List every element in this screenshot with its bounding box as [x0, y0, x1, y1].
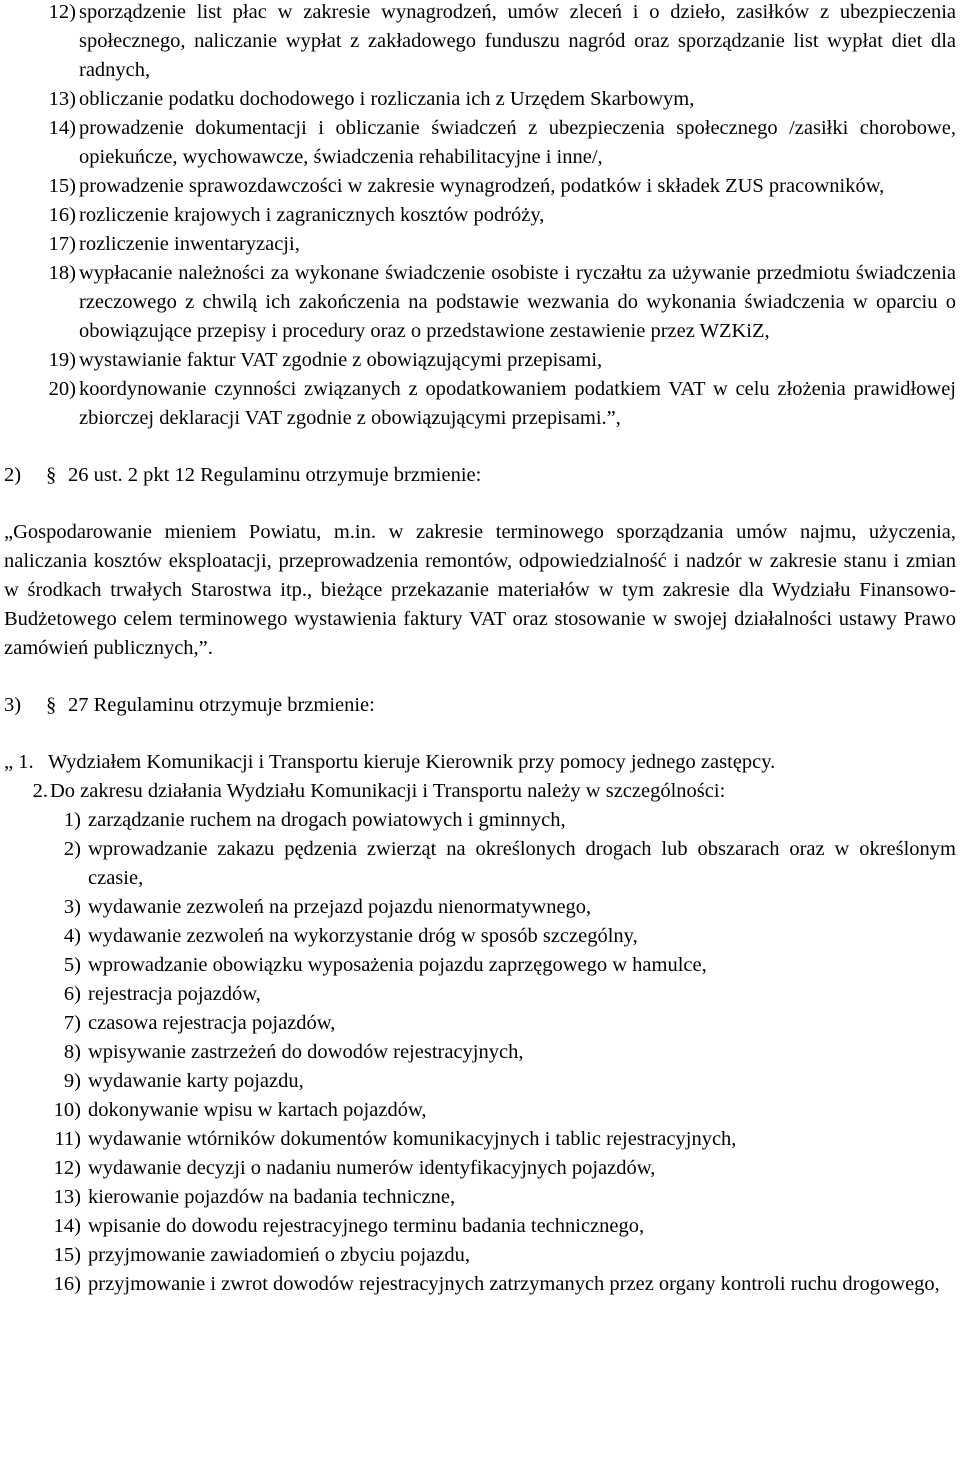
item-number: 14) — [53, 1215, 81, 1237]
item-text: prowadzenie sprawozdawczości w zakresie wynagrodzeń, podatków i składek ZUS pracowników, — [79, 175, 885, 197]
item-number: 1) — [63, 809, 81, 831]
document-page — [4, 0, 956, 1299]
item-number: 2) — [63, 838, 81, 860]
list-item — [4, 346, 956, 375]
point-text: 26 ust. 2 pkt 12 Regulaminu otrzymuje brzmienie: — [68, 464, 482, 486]
item-number: 14) — [48, 117, 76, 139]
point-3-heading — [4, 691, 956, 720]
item-number: 20) — [48, 378, 76, 400]
clause-number: „ 1. — [4, 751, 34, 773]
item-text: wydawanie karty pojazdu, — [88, 1070, 304, 1092]
list-item — [4, 1067, 956, 1096]
item-text: rozliczenie krajowych i zagranicznych kosztów podróży, — [79, 204, 545, 226]
item-number: 10) — [53, 1099, 81, 1121]
item-text: wypłacanie należności za wykonane świadczenie osobiste i ryczałtu za używanie przedmiotu świadczenia rzeczowego z chwilą ich zakończenia na podstawie wezwania do wykonania świadczenia w oparciu o obowiązujące przepisy i procedury oraz o przedstawione zestawienie przez WZKiZ, — [79, 262, 956, 342]
point-2-quote: „Gospodarowanie mieniem Powiatu, m.in. w zakresie terminowego sporządzania umów najmu, użyczenia, naliczania kosztów eksploatacji, przeprowadzenia remontów, odpowiedzialność i nadzór w zakresie stanu i zmian w środkach trwałych Starostwa itp., bieżące przekazanie materiałów w tym zakresie dla Wydziału Finansowo-Budżetowego celem terminowego wystawienia faktury VAT oraz stosowanie w swojej działalności ustawy Prawo zamówień publicznych,”. — [4, 521, 956, 659]
list-item — [4, 893, 956, 922]
spacer — [4, 433, 956, 461]
item-number: 16) — [53, 1273, 81, 1295]
list-item — [4, 1125, 956, 1154]
item-text: wprowadzanie obowiązku wyposażenia pojazdu zaprzęgowego w hamulce, — [88, 954, 707, 976]
item-number: 13) — [53, 1186, 81, 1208]
item-text: prowadzenie dokumentacji i obliczanie świadczeń z ubezpieczenia społecznego /zasiłki chorobowe, opiekuńcze, wychowawcze, świadczenia rehabilitacyjne i inne/, — [79, 117, 956, 168]
list-item — [4, 172, 956, 201]
list-item — [4, 1154, 956, 1183]
item-text: wydawanie decyzji o nadaniu numerów identyfikacyjnych pojazdów, — [88, 1157, 656, 1179]
list-item — [4, 1270, 956, 1299]
item-text: wpisywanie zastrzeżeń do dowodów rejestracyjnych, — [88, 1041, 524, 1063]
list-item — [4, 259, 956, 346]
item-text: wydawanie zezwoleń na wykorzystanie dróg w sposób szczególny, — [88, 925, 638, 947]
item-text: rejestracja pojazdów, — [88, 983, 261, 1005]
section3-list — [4, 806, 956, 1299]
item-text: zarządzanie ruchem na drogach powiatowych i gminnych, — [88, 809, 566, 831]
point-2-heading — [4, 461, 956, 490]
item-number: 3) — [63, 896, 81, 918]
list-item — [4, 1212, 956, 1241]
list-item — [4, 0, 956, 85]
clause-text: Do zakresu działania Wydziału Komunikacji i Transportu należy w szczególności: — [50, 780, 726, 802]
list-item — [4, 951, 956, 980]
item-text: czasowa rejestracja pojazdów, — [88, 1012, 336, 1034]
clause-2 — [4, 777, 956, 806]
list-item — [4, 230, 956, 259]
list-item — [4, 922, 956, 951]
item-text: wydawanie zezwoleń na przejazd pojazdu nienormatywnego, — [88, 896, 592, 918]
clause-1 — [4, 748, 956, 777]
item-text: wprowadzanie zakazu pędzenia zwierząt na określonych drogach lub obszarach oraz w określonym czasie, — [88, 838, 956, 889]
item-number: 15) — [48, 175, 76, 197]
list-item — [4, 1241, 956, 1270]
item-number: 4) — [63, 925, 81, 947]
item-number: 5) — [63, 954, 81, 976]
item-number: 18) — [48, 262, 76, 284]
item-text: dokonywanie wpisu w kartach pojazdów, — [88, 1099, 427, 1121]
section1-list — [4, 0, 956, 433]
item-number: 17) — [48, 233, 76, 255]
list-item — [4, 375, 956, 433]
item-text: koordynowanie czynności związanych z opodatkowaniem podatkiem VAT w celu złożenia prawidłowej zbiorczej deklaracji VAT zgodnie z obowiązującymi przepisami.”, — [79, 378, 956, 429]
point-number: 2) — [4, 464, 22, 486]
point-number: 3) — [4, 694, 22, 716]
item-text: kierowanie pojazdów na badania techniczne, — [88, 1186, 456, 1208]
item-number: 6) — [63, 983, 81, 1005]
item-text: wydawanie wtórników dokumentów komunikacyjnych i tablic rejestracyjnych, — [88, 1128, 737, 1150]
list-item — [4, 114, 956, 172]
item-number: 16) — [48, 204, 76, 226]
item-number: 11) — [54, 1128, 81, 1150]
clause-number: 2. — [32, 780, 48, 802]
item-text: obliczanie podatku dochodowego i rozliczania ich z Urzędem Skarbowym, — [79, 88, 695, 110]
item-number: 15) — [53, 1244, 81, 1266]
paragraph-sign: § — [46, 464, 57, 486]
list-item — [4, 85, 956, 114]
list-item — [4, 201, 956, 230]
item-number: 12) — [48, 1, 76, 23]
item-number: 8) — [63, 1041, 81, 1063]
spacer — [4, 720, 956, 748]
list-item — [4, 1009, 956, 1038]
list-item — [4, 806, 956, 835]
item-number: 13) — [48, 88, 76, 110]
item-text: przyjmowanie i zwrot dowodów rejestracyjnych zatrzymanych przez organy kontroli ruchu drogowego, — [88, 1273, 940, 1295]
item-number: 9) — [63, 1070, 81, 1092]
item-number: 19) — [48, 349, 76, 371]
list-item — [4, 1096, 956, 1125]
clause-text: Wydziałem Komunikacji i Transportu kieruje Kierownik przy pomocy jednego zastępcy. — [48, 751, 776, 773]
item-number: 12) — [53, 1157, 81, 1179]
list-item — [4, 835, 956, 893]
point-text: 27 Regulaminu otrzymuje brzmienie: — [68, 694, 375, 716]
item-text: przyjmowanie zawiadomień o zbyciu pojazdu, — [88, 1244, 470, 1266]
item-text: rozliczenie inwentaryzacji, — [79, 233, 300, 255]
paragraph-sign: § — [46, 694, 57, 716]
spacer — [4, 490, 956, 518]
item-text: wystawianie faktur VAT zgodnie z obowiązującymi przepisami, — [79, 349, 603, 371]
item-text: wpisanie do dowodu rejestracyjnego terminu badania technicznego, — [88, 1215, 645, 1237]
list-item — [4, 1183, 956, 1212]
spacer — [4, 663, 956, 691]
item-text: sporządzenie list płac w zakresie wynagrodzeń, umów zleceń i o dzieło, zasiłków z ubezpieczenia społecznego, naliczanie wypłat z zakładowego funduszu nagród oraz sporządzanie list wypłat diet dla radnych, — [79, 1, 956, 81]
list-item — [4, 980, 956, 1009]
list-item — [4, 1038, 956, 1067]
item-number: 7) — [63, 1012, 81, 1034]
